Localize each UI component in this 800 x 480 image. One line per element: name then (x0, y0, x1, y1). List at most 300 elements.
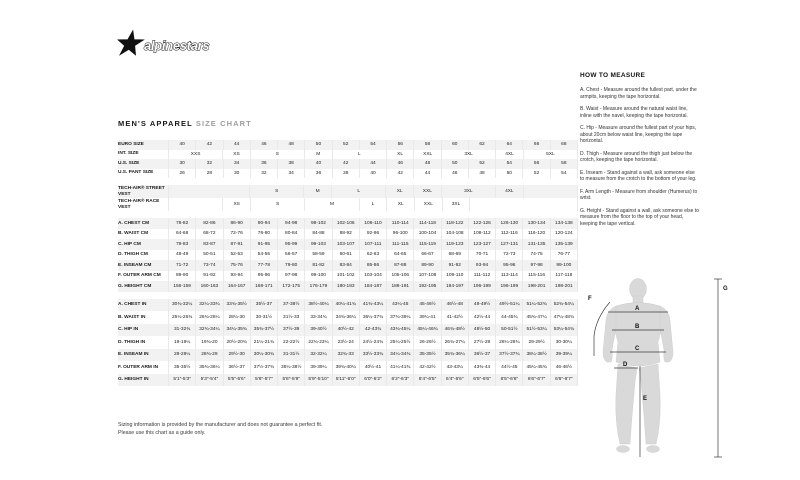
table-cell: 38¼-38½ (277, 361, 304, 374)
table-cell: 196-199 (468, 281, 495, 292)
table-cell: 29½-30 (223, 349, 250, 362)
table-cell: XS (222, 150, 250, 160)
table-cell: 39¼-41 (413, 311, 440, 324)
table-cell: 54 (495, 159, 522, 169)
table-cell: 44½-45 (495, 361, 522, 374)
table-cell: 3XL (442, 198, 470, 211)
measure-instruction-height: G. Height - Stand against a wall, ask someone else to measure from the floor to the top of your head, keeping the tape vertical. (580, 207, 699, 227)
disclaimer-line-1: Sizing information is provided by the manufacturer and does not guarantee a perfect fit. (118, 422, 323, 428)
table-cell (168, 185, 249, 198)
table-cell: 114-118 (413, 218, 440, 229)
table-cell: 74-75 (522, 250, 549, 261)
table-cell: 28¼-30 (223, 311, 250, 324)
table-cell: 44 (413, 169, 440, 179)
table-cell: 36½-37 (223, 361, 250, 374)
table-cell: 71-72 (168, 260, 195, 271)
table-cell: 38½-40¼ (304, 299, 331, 312)
table-cell: 93-94 (468, 260, 495, 271)
table-cell: 42 (195, 140, 222, 150)
table-cell: M (303, 185, 331, 198)
table-cell: 194-197 (441, 281, 468, 292)
table-cell: 95-99 (277, 239, 304, 250)
table-cell: 176-179 (304, 281, 331, 292)
table-cell: 99-103 (304, 239, 331, 250)
table-row (118, 260, 578, 271)
table-cell: 38 (332, 169, 359, 179)
table-cell: 81-82 (304, 260, 331, 271)
table-cell: 40 (304, 159, 331, 169)
table-cell: 107-108 (413, 271, 440, 282)
table-cell: 64 (495, 140, 522, 150)
table-cell: 52-53 (223, 250, 250, 261)
table-cell: 5'9″-5'10″ (304, 374, 331, 387)
table-cell (523, 185, 578, 198)
table-cell: 68-69 (441, 250, 468, 261)
page-title (118, 119, 252, 128)
table-cell: 113-114 (495, 271, 522, 282)
table-cell: 54-55 (250, 250, 277, 261)
table-cell: 35¾-36¼ (195, 361, 222, 374)
table-cell: 32 (195, 159, 222, 169)
table-cell: 56 (522, 159, 549, 169)
table-cell: 34 (223, 159, 250, 169)
table-cell: 4XL (495, 185, 523, 198)
table-cell: 33¾-35½ (223, 299, 250, 312)
table-cell: 93-94 (223, 271, 250, 282)
table-row (118, 271, 578, 282)
table-cell: 70-71 (468, 250, 495, 261)
table-cell: 116-120 (522, 229, 549, 240)
table-cell: 56-57 (277, 250, 304, 261)
table-cell: 45-46½ (413, 299, 440, 312)
table-cell: 50 (441, 159, 468, 169)
table-cell: 25¼-25½ (386, 336, 413, 349)
footer-disclaimer (118, 422, 322, 438)
table-cell: 109-110 (441, 271, 468, 282)
table-cell: 40½-41 (359, 361, 386, 374)
table-cell: 22¾-23¼ (304, 336, 331, 349)
row-label: TECH-AIR® STREET VEST (118, 186, 165, 197)
table-cell: 51½-53¼ (522, 324, 549, 337)
table-cell: 56 (386, 140, 413, 150)
table-cell: 5'11″-6'0″ (332, 374, 359, 387)
table-cell: 48½-50 (468, 324, 495, 337)
table-cell: 86-90 (223, 218, 250, 229)
table-cell: 85-86 (359, 260, 386, 271)
table-cell: 26¾-27¼ (441, 336, 468, 349)
measure-instruction-thigh: D. Thigh - Measure around the thigh just below the crotch, keeping the tape horizontal. (580, 150, 693, 163)
table-cell: 42 (386, 169, 413, 179)
table-cell: 52 (332, 140, 359, 150)
table-row (118, 281, 578, 292)
table-cell: 66 (522, 140, 549, 150)
table-section-in (118, 299, 578, 387)
table-cell: 40 (168, 140, 195, 150)
table-cell: 39-39¼ (550, 349, 578, 362)
figure-label-chest: A (635, 306, 640, 312)
table-cell: 28 (195, 169, 222, 179)
row-label: U.S. PANT SIZE (118, 170, 154, 176)
table-cell: 95-96 (250, 271, 277, 282)
how-to-measure-heading: HOW TO MEASURE (580, 72, 646, 79)
table-row (118, 250, 578, 261)
table-cell: 37½-37¾ (495, 349, 522, 362)
measure-instruction-arm: F. Arm Length - Measure from shoulder (Humerus) to wrist. (580, 188, 698, 201)
table-cell: 3XL (441, 185, 495, 198)
table-row (118, 140, 578, 150)
table-cell: XXL (413, 185, 441, 198)
table-cell: 76-80 (250, 229, 277, 240)
table-cell: 110-114 (386, 218, 413, 229)
figure-label-waist: B (635, 324, 640, 330)
table-cell (469, 198, 578, 211)
size-table (118, 140, 578, 393)
table-cell: 35¾-36¼ (441, 349, 468, 362)
table-cell: 43-43¼ (441, 361, 468, 374)
table-cell: 115-116 (522, 271, 549, 282)
table-cell: 31-32¾ (168, 324, 195, 337)
table-cell: 42-43¾ (359, 324, 386, 337)
table-cell: XS (222, 198, 250, 211)
table-cell: S (250, 198, 304, 211)
table-cell: 115-119 (413, 239, 440, 250)
table-cell: 52 (522, 169, 549, 179)
row-label: B. WAIST IN (118, 314, 146, 320)
table-cell: 6'4″-6'5″ (413, 374, 440, 387)
table-cell: 72-73 (495, 250, 522, 261)
table-cell: 46½-48 (441, 299, 468, 312)
table-cell: 160-163 (195, 281, 222, 292)
table-cell: 112-116 (495, 229, 522, 240)
table-cell: 78-82 (168, 218, 195, 229)
body-silhouette (603, 279, 673, 453)
body-measurement-figure (580, 278, 732, 460)
table-cell: 54 (550, 169, 578, 179)
table-cell: 6'0″-6'2″ (359, 374, 386, 387)
row-label: G. HEIGHT CM (118, 283, 152, 289)
table-cell: 45¼-46¾ (413, 324, 440, 337)
table-cell: 50 (495, 169, 522, 179)
table-cell: 36 (250, 159, 277, 169)
table-cell: 62-63 (359, 250, 386, 261)
table-cell: 5'6″-5'7″ (250, 374, 277, 387)
table-cell: 38 (277, 159, 304, 169)
table-cell: 60 (441, 140, 468, 150)
table-cell: 58 (550, 159, 578, 169)
table-cell: 43¼-45 (386, 299, 413, 312)
table-cell: 40¼-41¾ (332, 299, 359, 312)
table-cell: 42 (332, 159, 359, 169)
table-row (118, 159, 578, 169)
table-cell: 68 (550, 140, 578, 150)
table-cell: 6'5″-6'6″ (495, 374, 522, 387)
table-cell: 50-51 (195, 250, 222, 261)
table-cell: 91-95 (250, 239, 277, 250)
table-cell: 41¾-43¼ (359, 299, 386, 312)
measure-instruction-waist: B. Waist - Measure around the natural waist line, inline with the navel, keeping the tape horizontal. (580, 106, 688, 119)
table-cell: 50 (304, 140, 331, 150)
row-label: INT. SIZE (118, 151, 139, 157)
figure-label-thigh: D (623, 362, 628, 368)
table-row (118, 239, 578, 250)
table-cell: 31½-33 (277, 311, 304, 324)
table-cell: 97-98 (277, 271, 304, 282)
table-cell: 83-87 (195, 239, 222, 250)
table-cell: 25¼-26¾ (168, 311, 195, 324)
table-cell: 54 (359, 140, 386, 150)
alpinestars-logo (114, 26, 238, 64)
measure-instruction-chest: A. Chest - Measure around the fullest part, under the armpits, keeping the tape horizontal. (580, 87, 697, 100)
table-cell: 52¾-54¼ (550, 299, 578, 312)
table-cell: 100-104 (413, 229, 440, 240)
table-cell: 27½-28 (468, 336, 495, 349)
measure-instruction-inseam: E. Inseam - Stand against a wall, ask someone else to measure from the crotch to the bottom of your leg. (580, 169, 697, 182)
table-cell: 89-90 (413, 260, 440, 271)
table-cell: XXL (413, 150, 441, 160)
table-cell: 34¾-36¼ (332, 311, 359, 324)
table-cell: 39-40½ (304, 324, 331, 337)
table-cell: M (304, 198, 358, 211)
table-cell: 37-38½ (277, 299, 304, 312)
table-cell: 122-126 (468, 218, 495, 229)
title-primary: MEN'S APPAREL (118, 119, 193, 128)
table-cell: 120-124 (550, 229, 578, 240)
table-row (118, 218, 578, 229)
table-row (118, 361, 578, 374)
table-cell: 46 (386, 159, 413, 169)
row-label: C. HIP IN (118, 327, 139, 333)
table-cell: 168-171 (250, 281, 277, 292)
table-cell: 29-29½ (522, 336, 549, 349)
table-cell: 92-96 (359, 229, 386, 240)
table-row (118, 185, 578, 198)
table-cell: 126-130 (495, 218, 522, 229)
table-cell: 192-195 (413, 281, 440, 292)
table-cell: 46 (250, 140, 277, 150)
table-cell: 131-135 (522, 239, 549, 250)
table-cell: 37½-37¾ (250, 361, 277, 374)
table-cell: L (359, 198, 387, 211)
table-cell: 33½-33¾ (359, 349, 386, 362)
table-cell: 48-49 (168, 250, 195, 261)
table-cell: 5XL (523, 150, 578, 160)
table-cell: 5'1″-5'3″ (168, 374, 195, 387)
table-row (118, 150, 578, 160)
title-secondary: SIZE CHART (195, 119, 252, 128)
table-cell: 37¾-39¼ (386, 311, 413, 324)
table-cell: 101-102 (332, 271, 359, 282)
table-cell: 30-30¼ (550, 336, 578, 349)
table-cell: 40 (359, 169, 386, 179)
table-cell: 196-199 (495, 281, 522, 292)
table-cell: 90-94 (250, 218, 277, 229)
table-cell: 172-175 (277, 281, 304, 292)
table-cell: 20½-20¾ (223, 336, 250, 349)
table-cell: 130-134 (522, 218, 549, 229)
table-cell: 98-102 (304, 218, 331, 229)
table-cell: 105-106 (386, 271, 413, 282)
table-cell: 68-72 (195, 229, 222, 240)
table-cell: 43¾-44 (468, 361, 495, 374)
table-cell: 64-65 (386, 250, 413, 261)
table-cell: 34¼-34¾ (386, 349, 413, 362)
table-cell: 23½-24 (332, 336, 359, 349)
table-cell: 30 (168, 159, 195, 169)
table-cell: 28¾-29 (195, 349, 222, 362)
table-cell: 19¾-20 (195, 336, 222, 349)
table-cell: 34¼-35¾ (223, 324, 250, 337)
table-cell: 119-123 (441, 239, 468, 250)
table-cell: 42-42½ (413, 361, 440, 374)
table-cell: 46-46½ (550, 361, 578, 374)
table-cell: 31-31½ (277, 349, 304, 362)
table-cell: 21¼-21¾ (250, 336, 277, 349)
alpinestars-wordmark: alpinestars (144, 38, 210, 53)
row-label: EURO SIZE (118, 141, 144, 147)
table-cell: 118-122 (441, 218, 468, 229)
table-cell: 48-49½ (468, 299, 495, 312)
table-cell: 39-39¼ (304, 361, 331, 374)
table-cell: XL (385, 185, 413, 198)
row-label: F. OUTER ARM IN (118, 364, 159, 370)
table-cell: L (331, 185, 385, 198)
table-cell: 62 (468, 140, 495, 150)
table-cell: 95-96 (495, 260, 522, 271)
table-cell: 45¼-45¾ (522, 361, 549, 374)
table-row (118, 169, 578, 179)
how-to-measure-panel (580, 72, 700, 233)
table-cell: 35-35½ (413, 349, 440, 362)
table-cell: 51¼-52¾ (522, 299, 549, 312)
table-cell (168, 198, 222, 211)
disclaimer-line-2: Please use this chart as a guide only. (118, 429, 206, 436)
table-cell: 44 (223, 140, 250, 150)
table-cell: 103-104 (359, 271, 386, 282)
row-label: U.S. SIZE (118, 160, 140, 166)
table-cell: 37½-39 (277, 324, 304, 337)
table-cell: L (332, 150, 386, 160)
table-cell: 42½-44 (468, 311, 495, 324)
table-cell: 108-112 (468, 229, 495, 240)
table-cell: 6'6″-6'7″ (522, 374, 549, 387)
table-cell: 87-91 (223, 239, 250, 250)
table-cell: 49½-51¼ (495, 299, 522, 312)
row-label: E. INSEAM IN (118, 352, 149, 358)
table-cell: 103-107 (332, 239, 359, 250)
table-cell: 102-106 (332, 218, 359, 229)
table-cell: 5'3″-5'4″ (195, 374, 222, 387)
row-label: E. INSEAM CM (118, 262, 152, 268)
table-cell: 96-100 (386, 229, 413, 240)
row-label: D. THIGH CM (118, 252, 148, 258)
measure-instruction-hip: C. Hip - Measure around the fullest part of your hips, about 20cm below waist line, keeping the tape horizontal. (580, 125, 697, 144)
table-cell: 5'8″-5'9″ (277, 374, 304, 387)
table-cell: 36¼-37¾ (359, 311, 386, 324)
table-cell: 26¾-28¼ (195, 311, 222, 324)
table-row (118, 336, 578, 349)
table-section-sizes (118, 140, 578, 178)
table-cell: 156-159 (168, 281, 195, 292)
table-cell: 84-88 (304, 229, 331, 240)
table-cell: 79-80 (277, 260, 304, 271)
table-cell: 97-98 (522, 260, 549, 271)
table-cell: 32¾-34¼ (195, 324, 222, 337)
figure-label-arm: F (588, 296, 592, 302)
table-cell: 46 (441, 169, 468, 179)
table-cell: 58-59 (304, 250, 331, 261)
table-cell: 38¼-38½ (522, 349, 549, 362)
table-cell: 44-45¾ (495, 311, 522, 324)
row-label: G. HEIGHT IN (118, 377, 149, 383)
table-cell: 77-78 (250, 260, 277, 271)
table-cell: 89-90 (168, 271, 195, 282)
table-cell: 26 (168, 169, 195, 179)
table-cell: 44 (359, 159, 386, 169)
table-cell: 22-22½ (277, 336, 304, 349)
table-cell: XL (386, 150, 414, 160)
table-cell: 52 (468, 159, 495, 169)
row-label: A. CHEST IN (118, 302, 147, 308)
table-cell: 36 (304, 169, 331, 179)
figure-label-hip: C (635, 346, 640, 352)
table-cell: 6'4″-6'6″ (441, 374, 468, 387)
table-cell: 6'2″-6'3″ (386, 374, 413, 387)
table-cell: 99-100 (304, 271, 331, 282)
table-row (118, 229, 578, 240)
row-label: C. HIP CM (118, 241, 141, 247)
table-cell: 164-167 (223, 281, 250, 292)
table-cell: 106-110 (359, 218, 386, 229)
table-cell: 48 (277, 140, 304, 150)
table-cell: 91-92 (195, 271, 222, 282)
table-cell: 83-84 (332, 260, 359, 271)
table-cell: 123-127 (468, 239, 495, 250)
table-cell: 45¾-47¼ (522, 311, 549, 324)
row-label: TECH-AIR® RACE VEST (118, 199, 160, 210)
table-cell: 30¾-32¼ (168, 299, 195, 312)
table-cell: 5'5″-5'6″ (223, 374, 250, 387)
table-row (118, 374, 578, 387)
table-cell: 41-42½ (441, 311, 468, 324)
table-cell: 34 (277, 169, 304, 179)
figure-label-height: G (723, 286, 728, 292)
table-cell: 32¼-33¾ (195, 299, 222, 312)
table-cell: 24½-24¾ (359, 336, 386, 349)
table-cell: M (304, 150, 332, 160)
table-cell: 35-35½ (168, 361, 195, 374)
table-cell: 3XL (441, 150, 495, 160)
alpinestars-star-icon (115, 31, 145, 55)
table-cell: 111-115 (386, 239, 413, 250)
table-cell: S (249, 185, 303, 198)
table-section-cm (118, 218, 578, 292)
table-cell: 180-183 (332, 281, 359, 292)
table-cell: 6'5″-6'6″ (468, 374, 495, 387)
table-cell: 46¾-48½ (441, 324, 468, 337)
row-label: A. CHEST CM (118, 220, 150, 226)
table-cell: 60-61 (332, 250, 359, 261)
row-label: D. THIGH IN (118, 339, 146, 345)
table-cell: 33-34¾ (304, 311, 331, 324)
table-cell: XL (386, 198, 414, 211)
table-cell: 28¼-28¾ (495, 336, 522, 349)
table-row (118, 349, 578, 362)
table-cell: 188-191 (386, 281, 413, 292)
table-cell: 117-118 (550, 271, 578, 282)
table-cell: XXS (168, 150, 222, 160)
table-cell: 80-84 (277, 229, 304, 240)
table-cell: 184-187 (359, 281, 386, 292)
